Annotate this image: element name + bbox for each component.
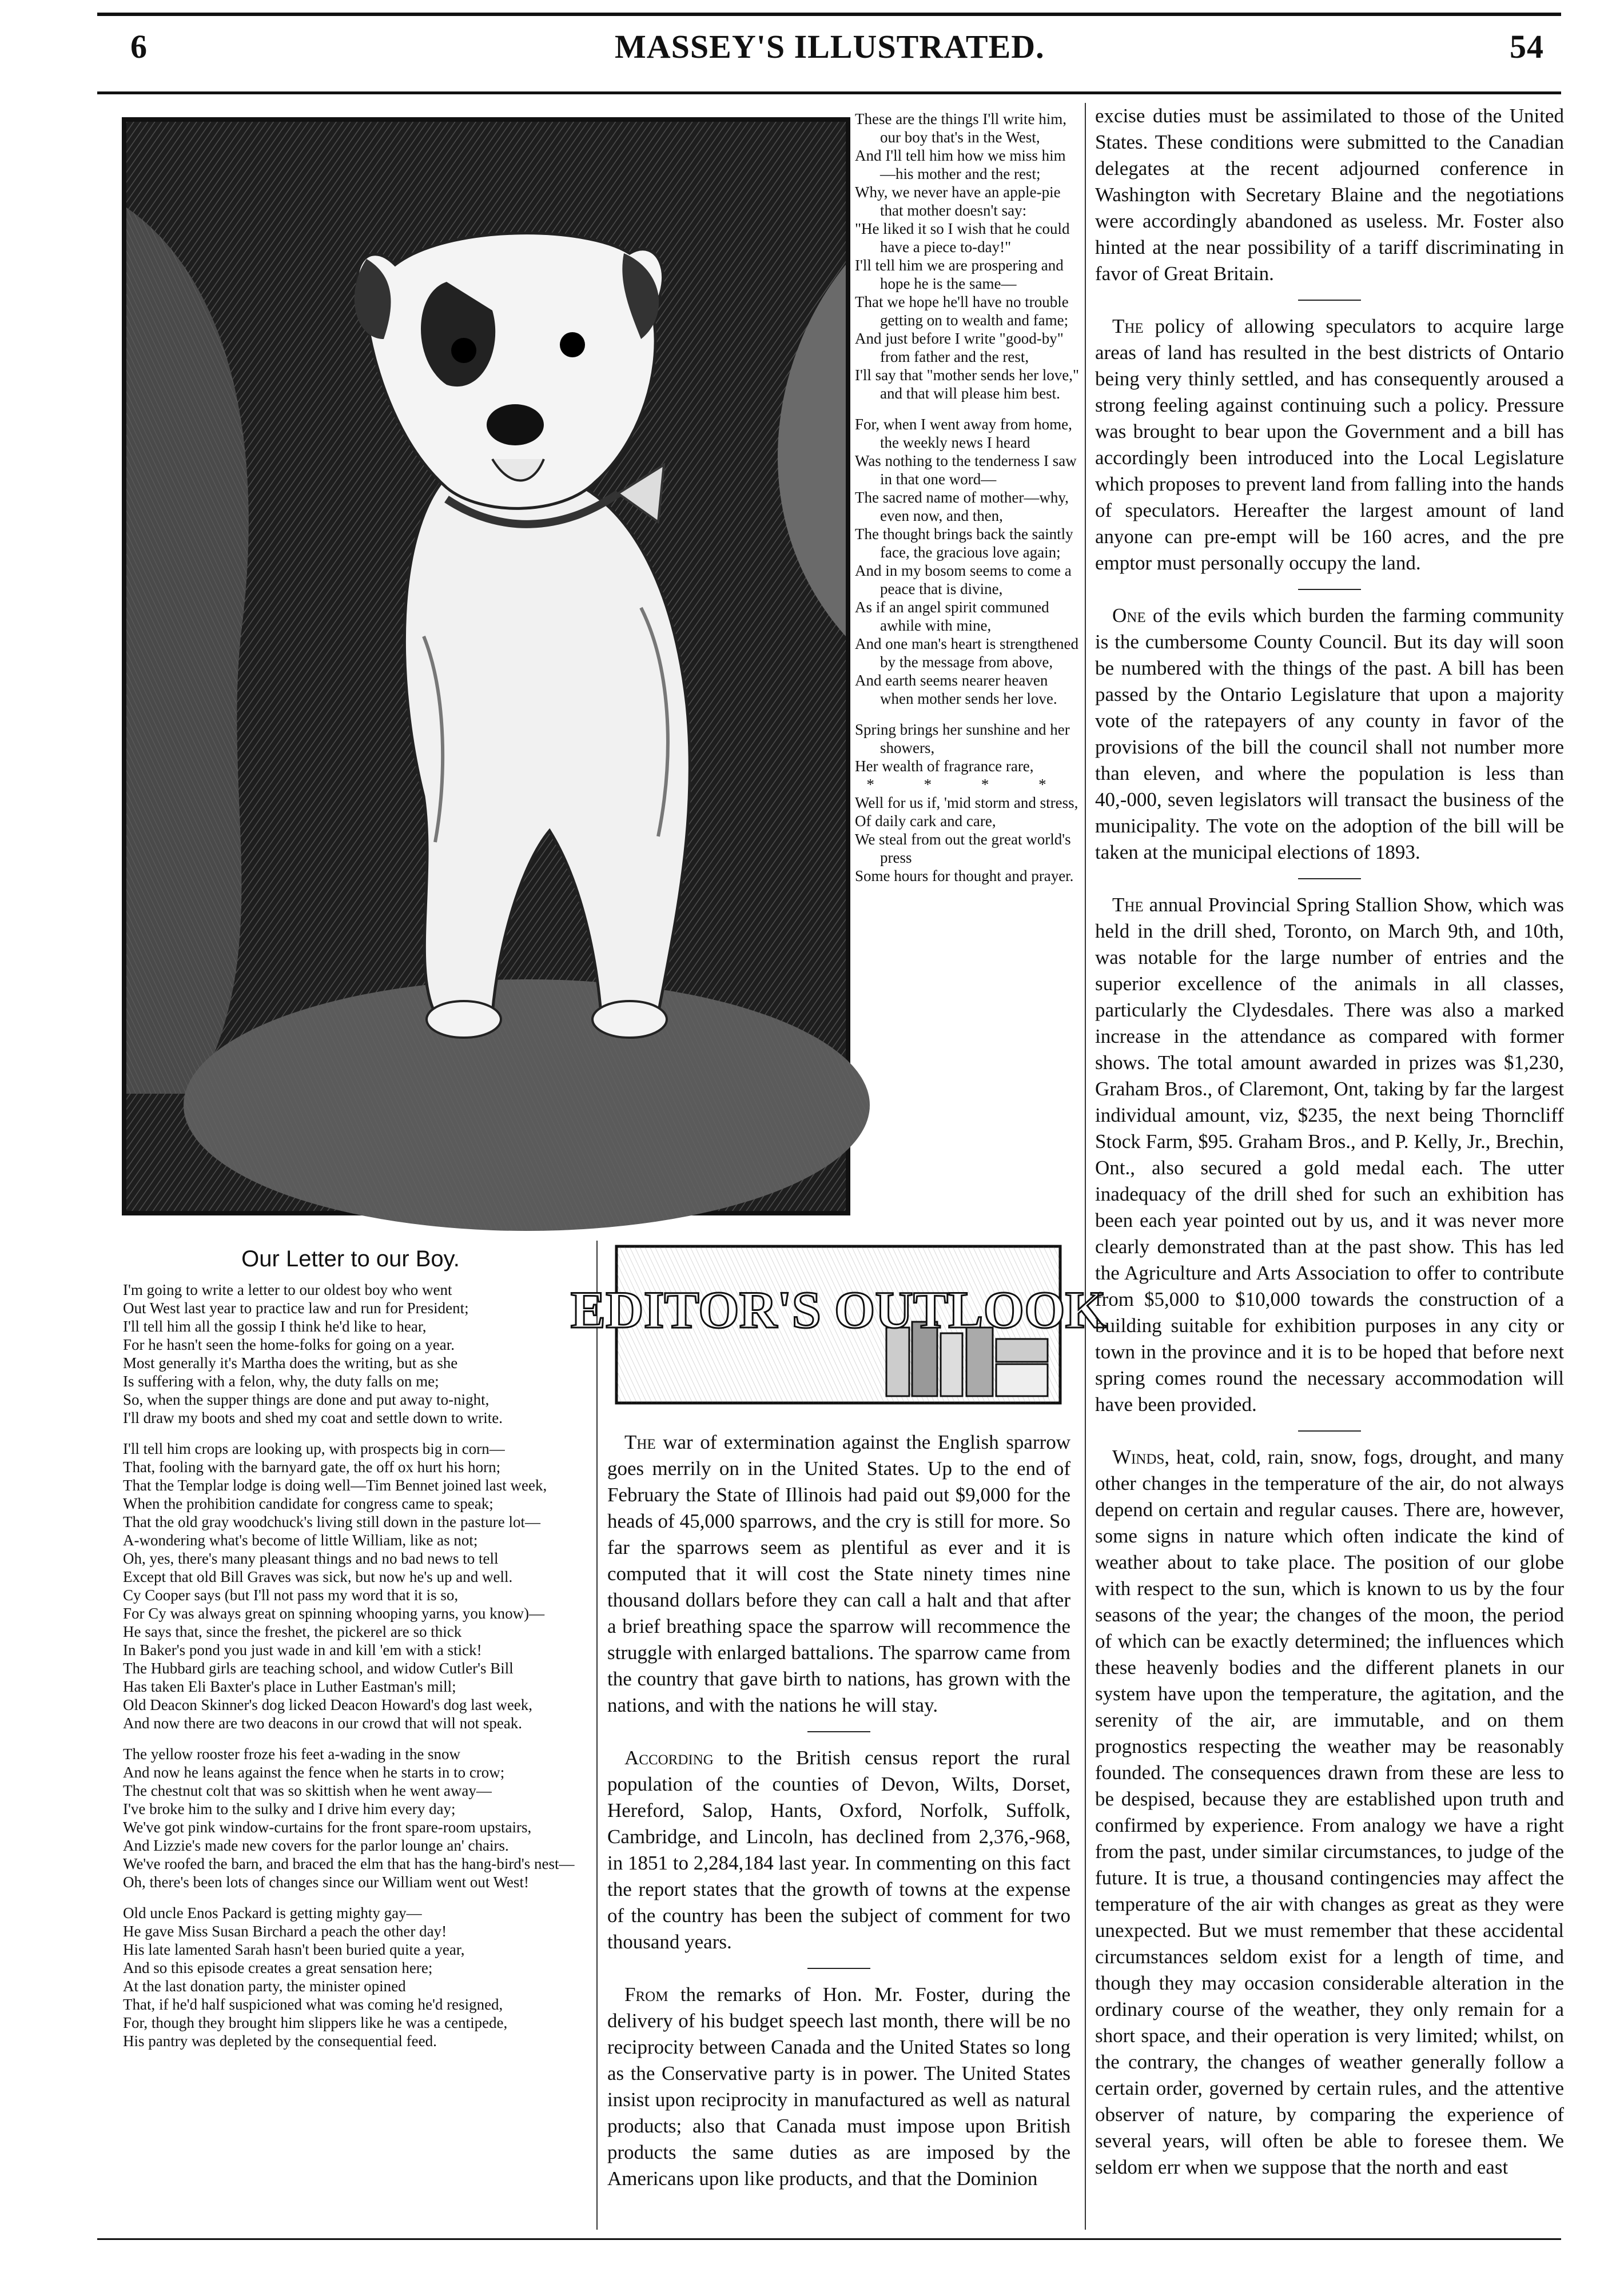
paragraph-text: the remarks of Hon. Mr. Foster, during the delivery of his budget speech last month, there will be no reciprocity between Canada and the United States so long as the Conservative party is in power. The United States insist upon reciprocity in manufactured as well as natural products; also that Canada must impose upon British products the same duties as are imposed by the Americans upon like products, and that the Dominion [607,1983,1070,2190]
article-separator [807,1731,870,1732]
paragraph-text: annual Provincial Spring Stallion Show, which was held in the drill shed, Toronto, on March 9th, and 10th, was notable for the large number of entries and the superior excellence of the animals in all classes, particularly the Clydesdales. There was also a marked increase in the attendance as compared with former shows. The total amount awarded in prizes was $1,230, Graham Bros., of Claremont, Ont, taking by far the largest individual amount, viz, $235, the next being Thorncliff Stock Farm, $95. Graham Bros., and P. Kelly, Jr., Brechin, Ont., also secured a gold medal each. The utter inadequacy of the drill shed for such an exhibition has been each year pointed out by us, and it was never more clearly demonstrated than at the past show. This has led the Agriculture and Arts Association to offer to contribute from $5,000 to $10,000 towards the construction of a building suitable for exhibition purposes in any city or town in the province and it is to be hoped that before next spring comes round the necessary accommodation will have been provided. [1095,894,1564,1416]
poem-line: Is suffering with a felon, why, the duty falls on me; [123,1373,439,1390]
poem-line: That the Templar lodge is doing well—Tim Bennet joined last week, [123,1477,547,1494]
poem-line: Cy Cooper says (but I'll not pass my word that it is so, [123,1587,459,1604]
poem-line: His late lamented Sarah hasn't been buried quite a year, [123,1941,465,1958]
poem-line: We steal from out the great world's press [855,831,1071,866]
masthead-title: MASSEY'S ILLUSTRATED. [615,28,1045,65]
column-rule-left [596,1241,598,2230]
poem-line: Why, we never have an apple-pie that mother doesn't say: [855,184,1061,219]
poem-line: These are the things I'll write him, our boy that's in the West, [855,110,1067,146]
poem-line: I'll draw my boots and shed my coat and settle down to write. [123,1409,503,1426]
paragraph-lead: According [624,1747,714,1769]
poem-line: And earth seems nearer heaven when mother sends her love. [855,672,1057,707]
paragraph-text: heat, cold, rain, snow, fogs, drought, and many other changes in the temperature of the air, do not always depend on certain and regular causes. There are, however, some signs in nature which often indicate the kind of weather about to take place. The position of our globe with respect to the sun, which is known to us by the four seasons of the year; the changes of the moon, the period of which can be exactly determined; the influences which these heavenly bodies and the different planets in our system have upon the temperature, the agitation, and the serenity of the air, are immutable, and on them prognostics respecting the weather may be reasonably founded. The consequences drawn from these are less to be despised, because they are established upon truth and confirmed by experience. From analogy we have a right from the past, under similar circumstances, to judge of the future. It is true, a thousand contingencies may affect the temperature of the air with changes as great as they were unexpected. But we must remember that these accidental circumstances seldom exist for a length of time, and though they may occasion considerable alteration in the ordinary course of the weather, they only remain for a short space, and their operation is very limited; whilst, on the contrary, the changes of weather generally follow a certain order, governed by certain rules, and the attentive observer of nature, by comparing the experience of several years, will often be able to foresee them. We seldom err when we suppose that the north and east [1095,1446,1564,2178]
right-column [1095,103,1564,2235]
poem-line: And I'll tell him how we miss him—his mother and the rest; [855,147,1066,182]
paragraph-lead: The [1112,894,1144,916]
poem-line: For, when I went away from home, the weekly news I heard [855,416,1072,451]
paragraph-lead: The [1112,315,1144,337]
stanza-break [123,1891,583,1904]
poem-line: I'll tell him we are prospering and hope he is the same— [855,257,1064,292]
stanza-break [855,708,1081,720]
article-paragraph [607,1745,1070,1955]
poem-line: I've broke him to the sulky and I drive him every day; [123,1800,456,1817]
poem-line: I'm going to write a letter to our oldest boy who went [123,1281,452,1298]
poem-line: The chestnut colt that was so skittish when he went away— [123,1782,492,1799]
dog-illustration [122,117,850,1215]
poem-line: Old uncle Enos Packard is getting mighty gay— [123,1904,422,1922]
paragraph-lead: The [624,1431,656,1453]
poem-line: For he hasn't seen the home-folks for going on a year. [123,1336,455,1353]
outlook-heading: EDITOR'S OUTLOOK [570,1281,1107,1339]
paragraph-lead: Winds, [1112,1446,1170,1468]
poem-line: I'll tell him all the gossip I think he'd like to hear, [123,1318,427,1335]
poem-line: * * * * [866,776,1069,793]
article-paragraph [1095,313,1564,576]
poem-line: I'll say that "mother sends her love," and that will please him best. [855,366,1080,402]
poem-line: And just before I write "good-by" from father and the rest, [855,330,1064,365]
poem-line: Has taken Eli Baxter's place in Luther Eastman's mill; [123,1678,456,1695]
poem-line: Spring brings her sunshine and her showers, [855,721,1070,756]
poem-line: The thought brings back the saintly face, the gracious love again; [855,525,1073,561]
stanza-break [123,1732,583,1745]
editors-outlook-banner [570,1242,1107,1408]
poem-line: Her wealth of fragrance rare, [855,758,1034,775]
page-number: 6 [130,28,148,65]
poem-line: A-wondering what's become of little William, like as not; [123,1532,478,1549]
issue-number: 54 [1510,28,1544,65]
article-separator [1298,1430,1361,1432]
poem-line: Of daily cark and care, [855,812,996,830]
paragraph-lead: From [624,1983,668,2006]
poem-line: At the last donation party, the minister opined [123,1978,406,1995]
paragraph-text: policy of allowing speculators to acquire large areas of land has resulted in the best districts of Ontario being very thinly settled, and has consequently aroused a strong feeling against continuing such a policy. Pressure was brought to bear upon the Government and a bill has accordingly been introduced into the Local Legislature which proposes to prevent land from falling into the hands of speculators. Hereafter the largest amount of land anyone can pre-empt will be 160 acres, and the pre emptor must personally occupy the land. [1095,315,1564,574]
article-separator [807,1968,870,1969]
poem-line: Oh, yes, there's many pleasant things and no bad news to tell [123,1550,499,1567]
poem-line: Out West last year to practice law and run for President; [123,1300,469,1317]
stanza-break [123,1427,583,1440]
bottom-rule [97,2238,1561,2240]
poem-line: That, if he'd half suspicioned what was coming he'd resigned, [123,1996,503,2013]
paragraph-text: to the British census report the rural population of the counties of Devon, Wilts, Dorset, Hereford, Salop, Hants, Oxford, Norfolk, Suffolk, Cambridge, and Lincoln, has declined from 2,376,-968, in 1851 to 2,284,184 last year. In commenting on this fact the report states that the growth of towns at the expense of the country has been the subject of comment for two thousand years. [607,1747,1070,1953]
poem-line: He gave Miss Susan Birchard a peach the other day! [123,1923,447,1940]
poem-line: His pantry was depleted by the consequential feed. [123,2032,437,2050]
poem-line: For Cy was always great on spinning whooping yarns, you know)— [123,1605,545,1622]
middle-column [607,1429,1070,2235]
poem-line: Oh, there's been lots of changes since our William went out West! [123,1874,529,1891]
poem-line: As if an angel spirit communed awhile with mine, [855,599,1049,634]
article-paragraph [1095,603,1564,866]
poem-line: And Lizzie's made new covers for the parlor lounge an' chairs. [123,1837,509,1854]
poem-line: And so this episode creates a great sensation here; [123,1959,433,1976]
poem-line: He says that, since the freshet, the pickerel are so thick [123,1623,462,1640]
poem-line: We've roofed the barn, and braced the elm that has the hang-bird's nest— [123,1855,575,1872]
column-rule-right [1085,103,1086,2230]
poem-line: "He liked it so I wish that he could have a piece to-day!" [855,220,1070,256]
poem-line: In Baker's pond you just wade in and kill 'em with a stick! [123,1641,482,1659]
article-paragraph [1095,103,1564,287]
poem-line: Well for us if, 'mid storm and stress, [855,794,1078,811]
paragraph-text: war of extermination against the English sparrow goes merrily on in the United States. Up to the end of February the State of Illinois had paid out $9,000 for the heads of 45,000 sparrows, and the cry is still for more. So far the sparrows seem as plentiful as ever and it is computed that it will cost the State ninety times nine thousand dollars before they can call a halt and that after a brief breathing space the sparrow will recommence the struggle with enlarged battalions. The sparrow came from the country that gave birth to nations, has grown with the nations, and with the nations he will stay. [607,1431,1070,1716]
poem-line: Was nothing to the tenderness I saw in that one word— [855,452,1077,488]
dog-portrait-engraving-icon [126,122,846,1211]
poem-line: We've got pink window-curtains for the front spare-room upstairs, [123,1819,532,1836]
poem-line: And in my bosom seems to come a peace that is divine, [855,562,1072,597]
poem-line: Old Deacon Skinner's dog licked Deacon Howard's dog last week, [123,1696,533,1713]
right-poem [855,110,1081,1213]
paragraph-lead: One [1112,604,1146,627]
poem-line: Except that old Bill Graves was sick, but now he's up and well. [123,1568,513,1585]
article-paragraph [1095,1444,1564,2181]
poem-line: And now he leans against the fence when he starts in to crow; [123,1764,505,1781]
poem-line: Most generally it's Martha does the writing, but as she [123,1354,458,1372]
article-separator [1298,878,1361,879]
poem-line: For, though they brought him slippers like he was a centipede, [123,2014,508,2031]
paragraph-text: excise duties must be assimilated to those of the United States. These conditions were submitted to the Canadian delegates at the recent adjourned conference in Washington with Secretary Blaine and the negotiations were accordingly abandoned as useless. Mr. Foster also hinted at the near possibility of a tariff discriminating in favor of Great Britain. [1095,105,1564,285]
article-paragraph [1095,892,1564,1418]
poem-line: The yellow rooster froze his feet a-wading in the snow [123,1745,461,1763]
poem-line: So, when the supper things are done and put away to-night, [123,1391,489,1408]
poem-line: That, fooling with the barnyard gate, the off ox hurt his horn; [123,1458,501,1476]
poem-line: I'll tell him crops are looking up, with prospects big in corn— [123,1440,505,1457]
poem-line: That the old gray woodchuck's living still down in the pasture lot— [123,1513,541,1530]
poem-line: The Hubbard girls are teaching school, and widow Cutler's Bill [123,1660,514,1677]
poem-line: And one man's heart is strengthened by the message from above, [855,635,1079,671]
top-rule [97,13,1561,16]
left-poem [123,1281,583,2241]
poem-line: That we hope he'll have no trouble getting on to wealth and fame; [855,293,1069,329]
article-paragraph [607,1429,1070,1719]
poem-line: Some hours for thought and prayer. [855,867,1074,884]
header-rule [97,91,1561,94]
poem-line: When the prohibition candidate for congress came to speak; [123,1495,493,1512]
article-separator [1298,589,1361,590]
paragraph-text: of the evils which burden the farming community is the cumbersome County Council. But its day will soon be numbered with the things of the past. A bill has been passed by the Ontario Legislature that upon a majority vote of the ratepayers of any county in favor of the provisions of the bill the council shall not number more than eleven, and where the population is less than 40,-000, seven legislators will transact the business of the municipality. The vote on the adoption of the bill will be taken at the municipal elections of 1893. [1095,604,1564,863]
poem-line: And now there are two deacons in our crowd that will not speak. [123,1715,523,1732]
poem-line: The sacred name of mother—why, even now, and then, [855,489,1069,524]
article-separator [1298,300,1361,301]
stanza-break [855,402,1081,415]
article-paragraph [607,1982,1070,2192]
left-poem-title: Our Letter to our Boy. [241,1246,460,1271]
